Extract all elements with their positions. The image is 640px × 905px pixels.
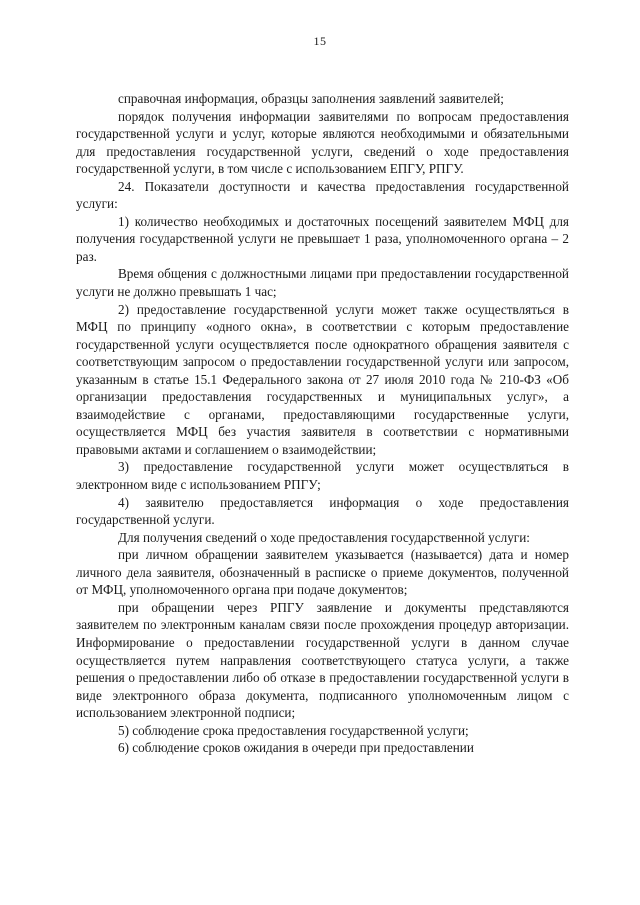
paragraph: при личном обращении заявителем указывается (называется) дата и номер личного дела заявителя, обозначенный в расписке о приеме документов, полученной от МФЦ, уполномоченного органа при подаче документов;: [76, 547, 569, 598]
paragraph: 4) заявителю предоставляется информация о ходе предоставления государственной услуги.: [76, 494, 569, 528]
paragraph: справочная информация, образцы заполнения заявлений заявителей;: [118, 91, 504, 106]
paragraph: 3) предоставление государственной услуги может осуществляться в электронном виде с использованием РПГУ;: [76, 459, 569, 493]
paragraph: 1) количество необходимых и достаточных посещений заявителем МФЦ для получения государственной услуги не превышает 1 раза, уполномоченного органа – 2 раз.: [76, 213, 569, 264]
paragraph: порядок получения информации заявителями по вопросам предоставления государственной услуги и услуг, которые являются необходимыми и обязательными для предоставления государственной услуги, сведений о ходе предоставления государственной услуги, в том числе с использованием ЕПГУ, РПГУ.: [76, 108, 569, 177]
paragraph: Время общения с должностными лицами при предоставлении государственной услуги не должно превышать 1 час;: [76, 266, 569, 300]
document-body: [76, 90, 569, 757]
paragraph: при обращении через РПГУ заявление и документы представляются заявителем по электронным каналам связи после прохождения процедур авторизации. Информирование о предоставлении государственной услуги в данном случае осуществляется путем направления соответствующего статуса услуги, а также решения о предоставлении либо об отказе в предоставлении государственной услуги в виде электронного образа документа, подписанного уполномоченным лицом с использованием электронной подписи;: [76, 599, 569, 721]
paragraph: 6) соблюдение сроков ожидания в очереди при предоставлении: [118, 740, 474, 756]
paragraph: 2) предоставление государственной услуги может также осуществляться в МФЦ по принципу «одного окна», в соответствии с которым предоставление государственной услуги осуществляется после однократного обращения заявителя с соответствующим запросом о предоставлении государственной услуги или запросом, указанным в статье 15.1 Федерального закона от 27 июля 2010 года № 210-ФЗ «Об организации предоставления государственных и муниципальных услуг», а взаимодействие с органами, предоставляющими государственные услуги, осуществляется МФЦ без участия заявителя в соответствии с нормативными правовыми актами и соглашением о взаимодействии;: [76, 301, 569, 457]
paragraph: 5) соблюдение срока предоставления государственной услуги;: [118, 722, 469, 738]
paragraph: 24. Показатели доступности и качества предоставления государственной услуги:: [76, 178, 569, 212]
page-number: 15: [313, 34, 327, 48]
paragraph: Для получения сведений о ходе предоставления государственной услуги:: [118, 529, 530, 545]
